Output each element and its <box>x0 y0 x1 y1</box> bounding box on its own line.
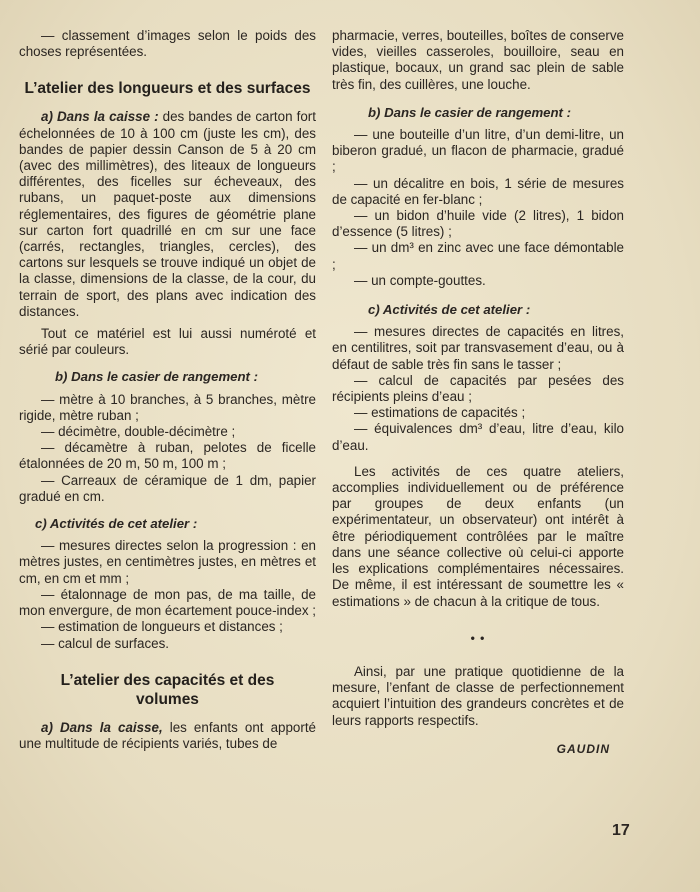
separator-dots: • • <box>470 630 486 645</box>
materiel-paragraph: Tout ce matériel est lui aussi numéroté et sérié par couleurs. <box>19 326 316 358</box>
list-item: — calcul de surfaces. <box>41 635 170 651</box>
caisse2-text: les enfants ont apporté une multitude de récipients variés, tubes de <box>19 719 316 751</box>
list-item: — un compte-gouttes. <box>354 272 486 288</box>
activites-heading-2: c) Activités de cet atelier : <box>368 302 531 318</box>
list-item: — décimètre, double-décimètre ; <box>41 424 236 440</box>
list-item: — mesures directes de capacités en litres, en centilitres, soit par transvasement d’eau, ou à défaut de sable très fin sans le tasser ; <box>332 324 624 372</box>
list-item: — un bidon d’huile vide (2 litres), 1 bidon d’essence (5 litres) ; <box>332 208 624 240</box>
list-item: — équivalences dm³ d’eau, litre d’eau, kilo d’eau. <box>332 421 624 453</box>
list-item: — estimations de capacités ; <box>354 405 526 421</box>
intro-paragraph: — classement d’images selon le poids des choses représentées. <box>19 28 316 60</box>
caisse2-label: a) Dans la caisse, <box>41 719 163 735</box>
final-paragraph: Ainsi, par une pratique quotidienne de la mesure, l’enfant de classe de perfectionnement acquiert l’intuition des grandeurs concrètes et de leurs rapports respectifs. <box>332 663 624 728</box>
caisse-paragraph <box>19 109 316 320</box>
list-item: — décamètre à ruban, pelotes de ficelle étalonnées de 20 m, 50 m, 100 m ; <box>19 440 316 472</box>
list-item: — mesures directes selon la progression : en mètres justes, en centimètres justes, en mètres et cm, en cm et mm ; <box>19 538 316 586</box>
list-item: — un décalitre en bois, 1 série de mesures de capacité en fer-blanc ; <box>332 175 624 207</box>
conclusion-paragraph: Les activités de ces quatre ateliers, accomplies individuellement ou de préférence par groupes de deux enfants (un expérimentateur, un observateur) ont intérêt à être périodiquement contrôlées par le maître dans une séance collective où celui-ci apporte les explications complémentaires nécessaires. De même, il est intéressant de soumettre les « estimations » de chacun à la critique de tous. <box>332 463 624 609</box>
continuation-paragraph: pharmacie, verres, bouteilles, boîtes de conserve vides, vieilles casseroles, bouilloire, seau en plastique, bocaux, un grand sac plein de sable très fin, des cuillères, une louche. <box>332 28 624 92</box>
casier-heading: b) Dans le casier de rangement : <box>55 369 259 385</box>
caisse-label: a) Dans la caisse : <box>41 109 159 125</box>
author-signature: GAUDIN <box>556 741 610 756</box>
list-item: — estimation de longueurs et distances ; <box>41 619 283 635</box>
caisse2-paragraph <box>19 720 316 752</box>
left-column <box>19 28 316 752</box>
activites-heading: c) Activités de cet atelier : <box>35 516 198 532</box>
heading-capacites: L’atelier des capacités et des volumes <box>60 671 275 708</box>
casier-heading-2: b) Dans le casier de rangement : <box>368 104 572 120</box>
list-item: — calcul de capacités par pesées des récipients pleins d’eau ; <box>332 372 624 405</box>
right-column <box>332 28 624 757</box>
heading-longueurs: L’atelier des longueurs et des surfaces <box>24 80 311 98</box>
list-item: — Carreaux de céramique de 1 dm, papier gradué en cm. <box>19 472 316 504</box>
page-number: 17 <box>612 822 630 839</box>
list-item: — étalonnage de mon pas, de ma taille, de mon envergure, de mon écartement pouce-index ; <box>19 586 316 619</box>
list-item: — un dm³ en zinc avec une face démontable ; <box>332 240 624 272</box>
caisse-text: des bandes de carton fort échelonnées de 10 à 100 cm (juste les cm), des bandes de papier dessin Canson de 5 à 20 cm (avec des millimètres), des liteaux de longueurs différentes, des ficelles sur écheveaux, des rubans, un paquet-poste aux dimensions réglementaires, des figures de géométrie plane sur carton fort quadrillé en cm sur une face (carrés, rectangles, triangles, cercles), des cartons sur lesquels se trouve indiqué un objet de la classe, dimensions de la classe, de la cour, du terrain de sport, des plans avec indication des distances. <box>19 109 316 319</box>
list-item: — une bouteille d’un litre, d’un demi-litre, un biberon gradué, un flacon de pharmacie, gradué ; <box>332 127 624 175</box>
list-item: — mètre à 10 branches, à 5 branches, mètre rigide, mètre ruban ; <box>19 391 316 423</box>
